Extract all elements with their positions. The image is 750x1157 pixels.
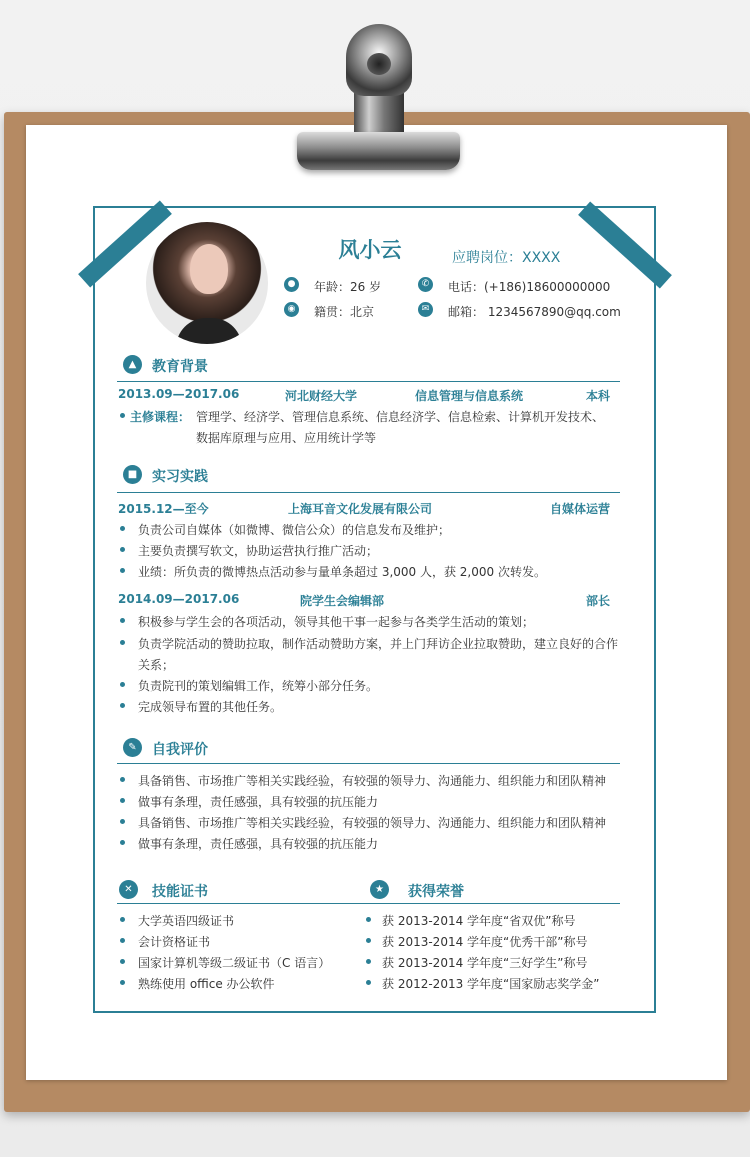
job2-period: 2014.09—2017.06 (118, 592, 240, 606)
clip-hole (367, 53, 391, 75)
skill-item: 国家计算机等级二级证书（C 语言） (138, 956, 331, 970)
skills-rule (117, 903, 367, 904)
self-eval-item: 具备销售、市场推广等相关实践经验，有较强的领导力、沟通能力、组织能力和团队精神 (138, 816, 607, 830)
job2-item: 积极参与学生会的各项活动，领导其他干事一起参与各类学生活动的策划； (138, 615, 535, 629)
phone-icon: ✆ (418, 277, 433, 292)
bullet (120, 618, 125, 623)
bullet (120, 959, 125, 964)
education-major: 信息管理与信息系统 (415, 389, 524, 403)
bullet (120, 413, 125, 418)
self-eval-rule (117, 763, 620, 764)
job1-period: 2015.12—至今 (118, 502, 209, 516)
job2-role: 部长 (586, 594, 611, 608)
self-eval-item: 做事有条理，责任感强，具有较强的抗压能力 (138, 837, 379, 851)
mail-icon: ✉ (418, 302, 433, 317)
hometown-text: 籍贯：北京 (314, 305, 375, 319)
honors-rule (367, 903, 620, 904)
skill-item: 会计资格证书 (138, 935, 211, 949)
courses-label: 主修课程： (130, 410, 191, 424)
skill-item: 大学英语四级证书 (138, 914, 235, 928)
job1-company: 上海耳音文化发展有限公司 (288, 502, 433, 516)
job1-item: 业绩：所负责的微博热点活动参与量单条超过 3,000 人，获 2,000 次转发。 (138, 565, 546, 579)
bullet (120, 840, 125, 845)
candidate-name: 风小云 (338, 238, 402, 262)
bullet (120, 819, 125, 824)
job1-item: 主要负责撰写软文，协助运营执行推广活动； (138, 544, 379, 558)
education-period: 2013.09—2017.06 (118, 387, 240, 401)
job2-item: 负责学院活动的赞助拉取，制作活动赞助方案，并上门拜访企业拉取赞助，建立良好的合作 (138, 637, 619, 651)
job2-item: 负责院刊的策划编辑工作，统筹小部分任务。 (138, 679, 379, 693)
job2-item: 完成领导布置的其他任务。 (138, 700, 283, 714)
bullet (120, 938, 125, 943)
bullet (120, 640, 125, 645)
binder-clip (297, 132, 460, 170)
person-icon: ● (284, 277, 299, 292)
location-pin-icon: ◉ (284, 302, 299, 317)
job1-item: 负责公司自媒体（如微博、微信公众）的信息发布及维护； (138, 523, 451, 537)
briefcase-icon: ■ (123, 465, 142, 484)
self-eval-title: 自我评价 (152, 742, 208, 758)
skills-title: 技能证书 (152, 884, 208, 900)
bullet (120, 777, 125, 782)
pencil-icon: ✎ (123, 738, 142, 757)
self-eval-item: 做事有条理，责任感强，具有较强的抗压能力 (138, 795, 379, 809)
profile-photo (144, 220, 270, 346)
bullet (120, 703, 125, 708)
bullet (120, 568, 125, 573)
email-text: 邮箱： 1234567890@qq.com (448, 305, 621, 319)
internship-rule (117, 492, 620, 493)
internship-title: 实习实践 (152, 469, 208, 485)
tools-icon: ✕ (119, 880, 138, 899)
age-text: 年龄：26 岁 (314, 280, 382, 294)
bullet (366, 938, 371, 943)
honors-title: 获得荣誉 (408, 884, 464, 900)
education-degree: 本科 (586, 389, 611, 403)
bullet (366, 980, 371, 985)
self-eval-item: 具备销售、市场推广等相关实践经验，有较强的领导力、沟通能力、组织能力和团队精神 (138, 774, 607, 788)
job2-item: 关系； (138, 658, 175, 672)
job2-company: 院学生会编辑部 (300, 594, 385, 608)
bullet (120, 917, 125, 922)
courses-line: 数据库原理与应用、应用统计学等 (196, 431, 377, 445)
honor-item: 获 2013-2014 学年度“三好学生”称号 (382, 956, 588, 970)
bullet (120, 682, 125, 687)
job1-role: 自媒体运营 (550, 502, 611, 516)
bullet (120, 526, 125, 531)
skill-item: 熟练使用 office 办公软件 (138, 977, 275, 991)
bullet (366, 917, 371, 922)
bullet (120, 798, 125, 803)
graduation-cap-icon: ▲ (123, 355, 142, 374)
photo-shirt (176, 318, 242, 346)
bullet (120, 980, 125, 985)
honor-item: 获 2013-2014 学年度“优秀干部”称号 (382, 935, 588, 949)
job-target: 应聘岗位：XXXX (452, 250, 561, 266)
bullet (366, 959, 371, 964)
medal-icon: ★ (370, 880, 389, 899)
phone-text: 电话：(+186)18600000000 (448, 280, 611, 294)
education-title: 教育背景 (152, 359, 208, 375)
education-rule (117, 381, 620, 382)
honor-item: 获 2012-2013 学年度“国家励志奖学金” (382, 977, 600, 991)
education-school: 河北财经大学 (285, 389, 358, 403)
bullet (120, 547, 125, 552)
honor-item: 获 2013-2014 学年度“省双优”称号 (382, 914, 576, 928)
courses-line: 管理学、经济学、管理信息系统、信息经济学、信息检索、计算机开发技术、 (196, 410, 605, 424)
photo-face (190, 244, 228, 294)
